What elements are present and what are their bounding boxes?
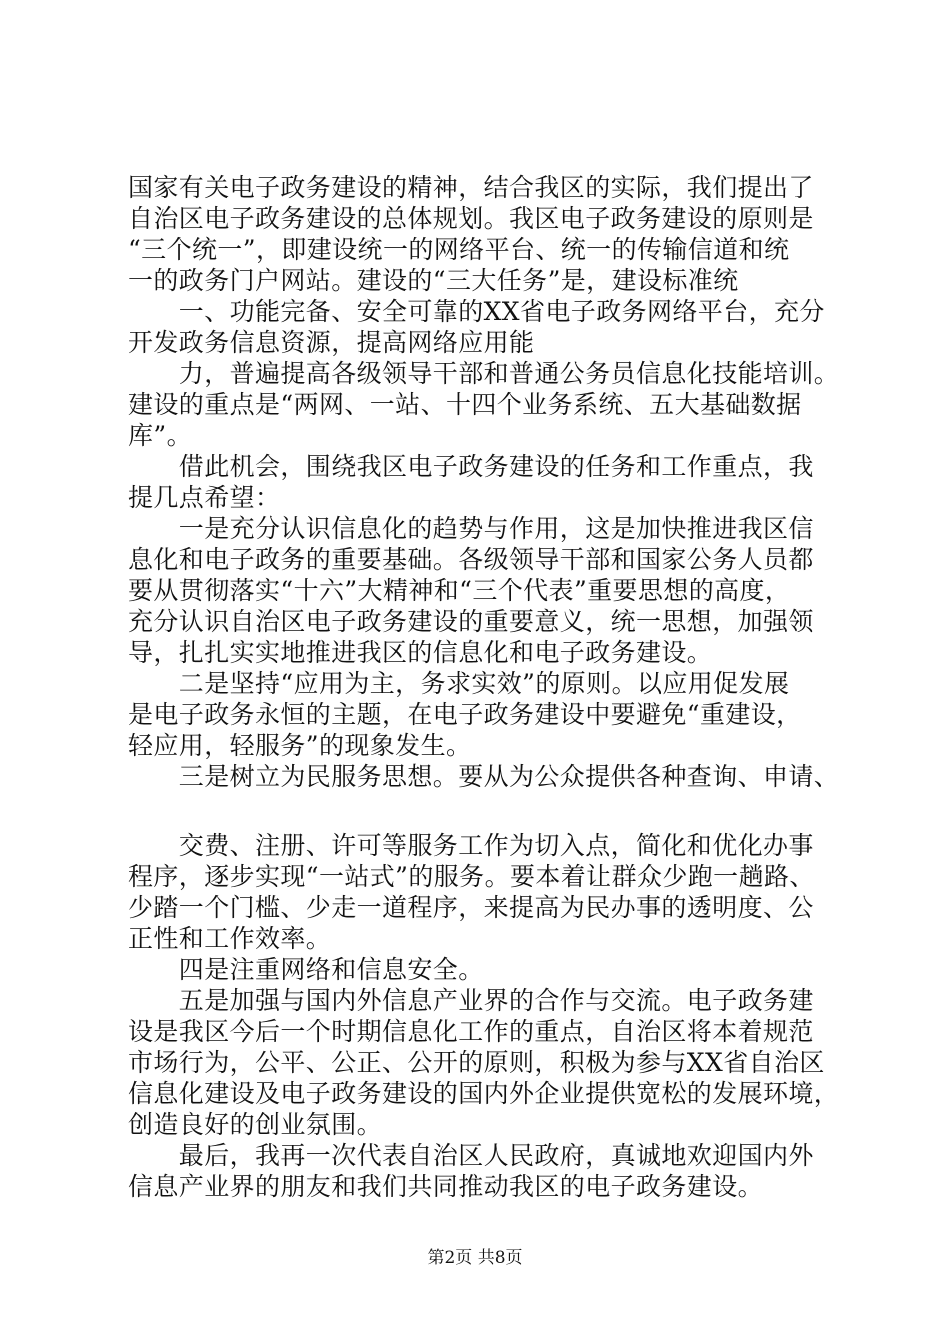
text-line: 一是充分认识信息化的趋势与作用，这是加快推进我区信 [128,514,814,543]
text-line: 四是注重网络和信息安全。 [128,955,484,984]
text-line: 要从贯彻落实“十六”大精神和“三个代表”重要思想的高度， [128,576,791,605]
text-line: 程序，逐步实现“一站式”的服务。要本着让群众少跑一趟路、 [128,862,815,891]
text-line: “三个统一”，即建设统一的网络平台、统一的传输信道和统 [128,235,790,264]
page-number-footer: 第2页 共8页 [427,1248,523,1268]
text-line: 开发政务信息资源，提高网络应用能 [128,328,535,357]
text-line: 国家有关电子政务建设的精神，结合我区的实际，我们提出了 [128,173,814,202]
text-line: 是电子政务永恒的主题，在电子政务建设中要避免“重建设， [128,700,802,729]
text-line: 正性和工作效率。 [128,924,332,953]
text-line: 创造良好的创业氛围。 [128,1110,383,1139]
text-line: 二是坚持“应用为主，务求实效”的原则。以应用促发展 [128,669,790,698]
text-line: 一、功能完备、安全可靠的XX省电子政务网络平台，充分 [128,297,825,326]
text-line: 三是树立为民服务思想。要从为公众提供各种查询、申请、 [128,762,840,791]
text-line: 最后，我再一次代表自治区人民政府，真诚地欢迎国内外 [128,1141,814,1170]
text-line: 信息产业界的朋友和我们共同推动我区的电子政务建设。 [128,1172,764,1201]
text-line: 信息化建设及电子政务建设的国内外企业提供宽松的发展环境， [128,1079,840,1108]
text-line: 一的政务门户网站。建设的“三大任务”是，建设标准统 [128,266,739,295]
text-line: 提几点希望： [128,483,281,512]
text-line: 交费、注册、许可等服务工作为切入点，简化和优化办事 [128,831,814,860]
text-line: 五是加强与国内外信息产业界的合作与交流。电子政务建 [128,986,814,1015]
text-line: 库”。 [128,421,192,450]
text-line: 建设的重点是“两网、一站、十四个业务系统、五大基础数据 [128,390,802,419]
text-line: 借此机会，围绕我区电子政务建设的任务和工作重点，我 [128,452,814,481]
text-line: 设是我区今后一个时期信息化工作的重点，自治区将本着规范 [128,1017,814,1046]
text-line: 轻应用，轻服务”的现象发生。 [128,731,472,760]
document-body [128,172,848,1202]
text-line: 少踏一个门槛、少走一道程序，来提高为民办事的透明度、公 [128,893,814,922]
text-line: 力，普遍提高各级领导干部和普通公务员信息化技能培训。 [128,359,840,388]
text-line: 市场行为，公平、公正、公开的原则，积极为参与XX省自治区 [128,1048,825,1077]
paragraph-gap [128,792,848,830]
text-line: 自治区电子政务建设的总体规划。我区电子政务建设的原则是 [128,204,814,233]
text-line: 导，扎扎实实地推进我区的信息化和电子政务建设。 [128,638,713,667]
text-line: 息化和电子政务的重要基础。各级领导干部和国家公务人员都 [128,545,814,574]
text-line: 充分认识自治区电子政务建设的重要意义，统一思想，加强领 [128,607,814,636]
